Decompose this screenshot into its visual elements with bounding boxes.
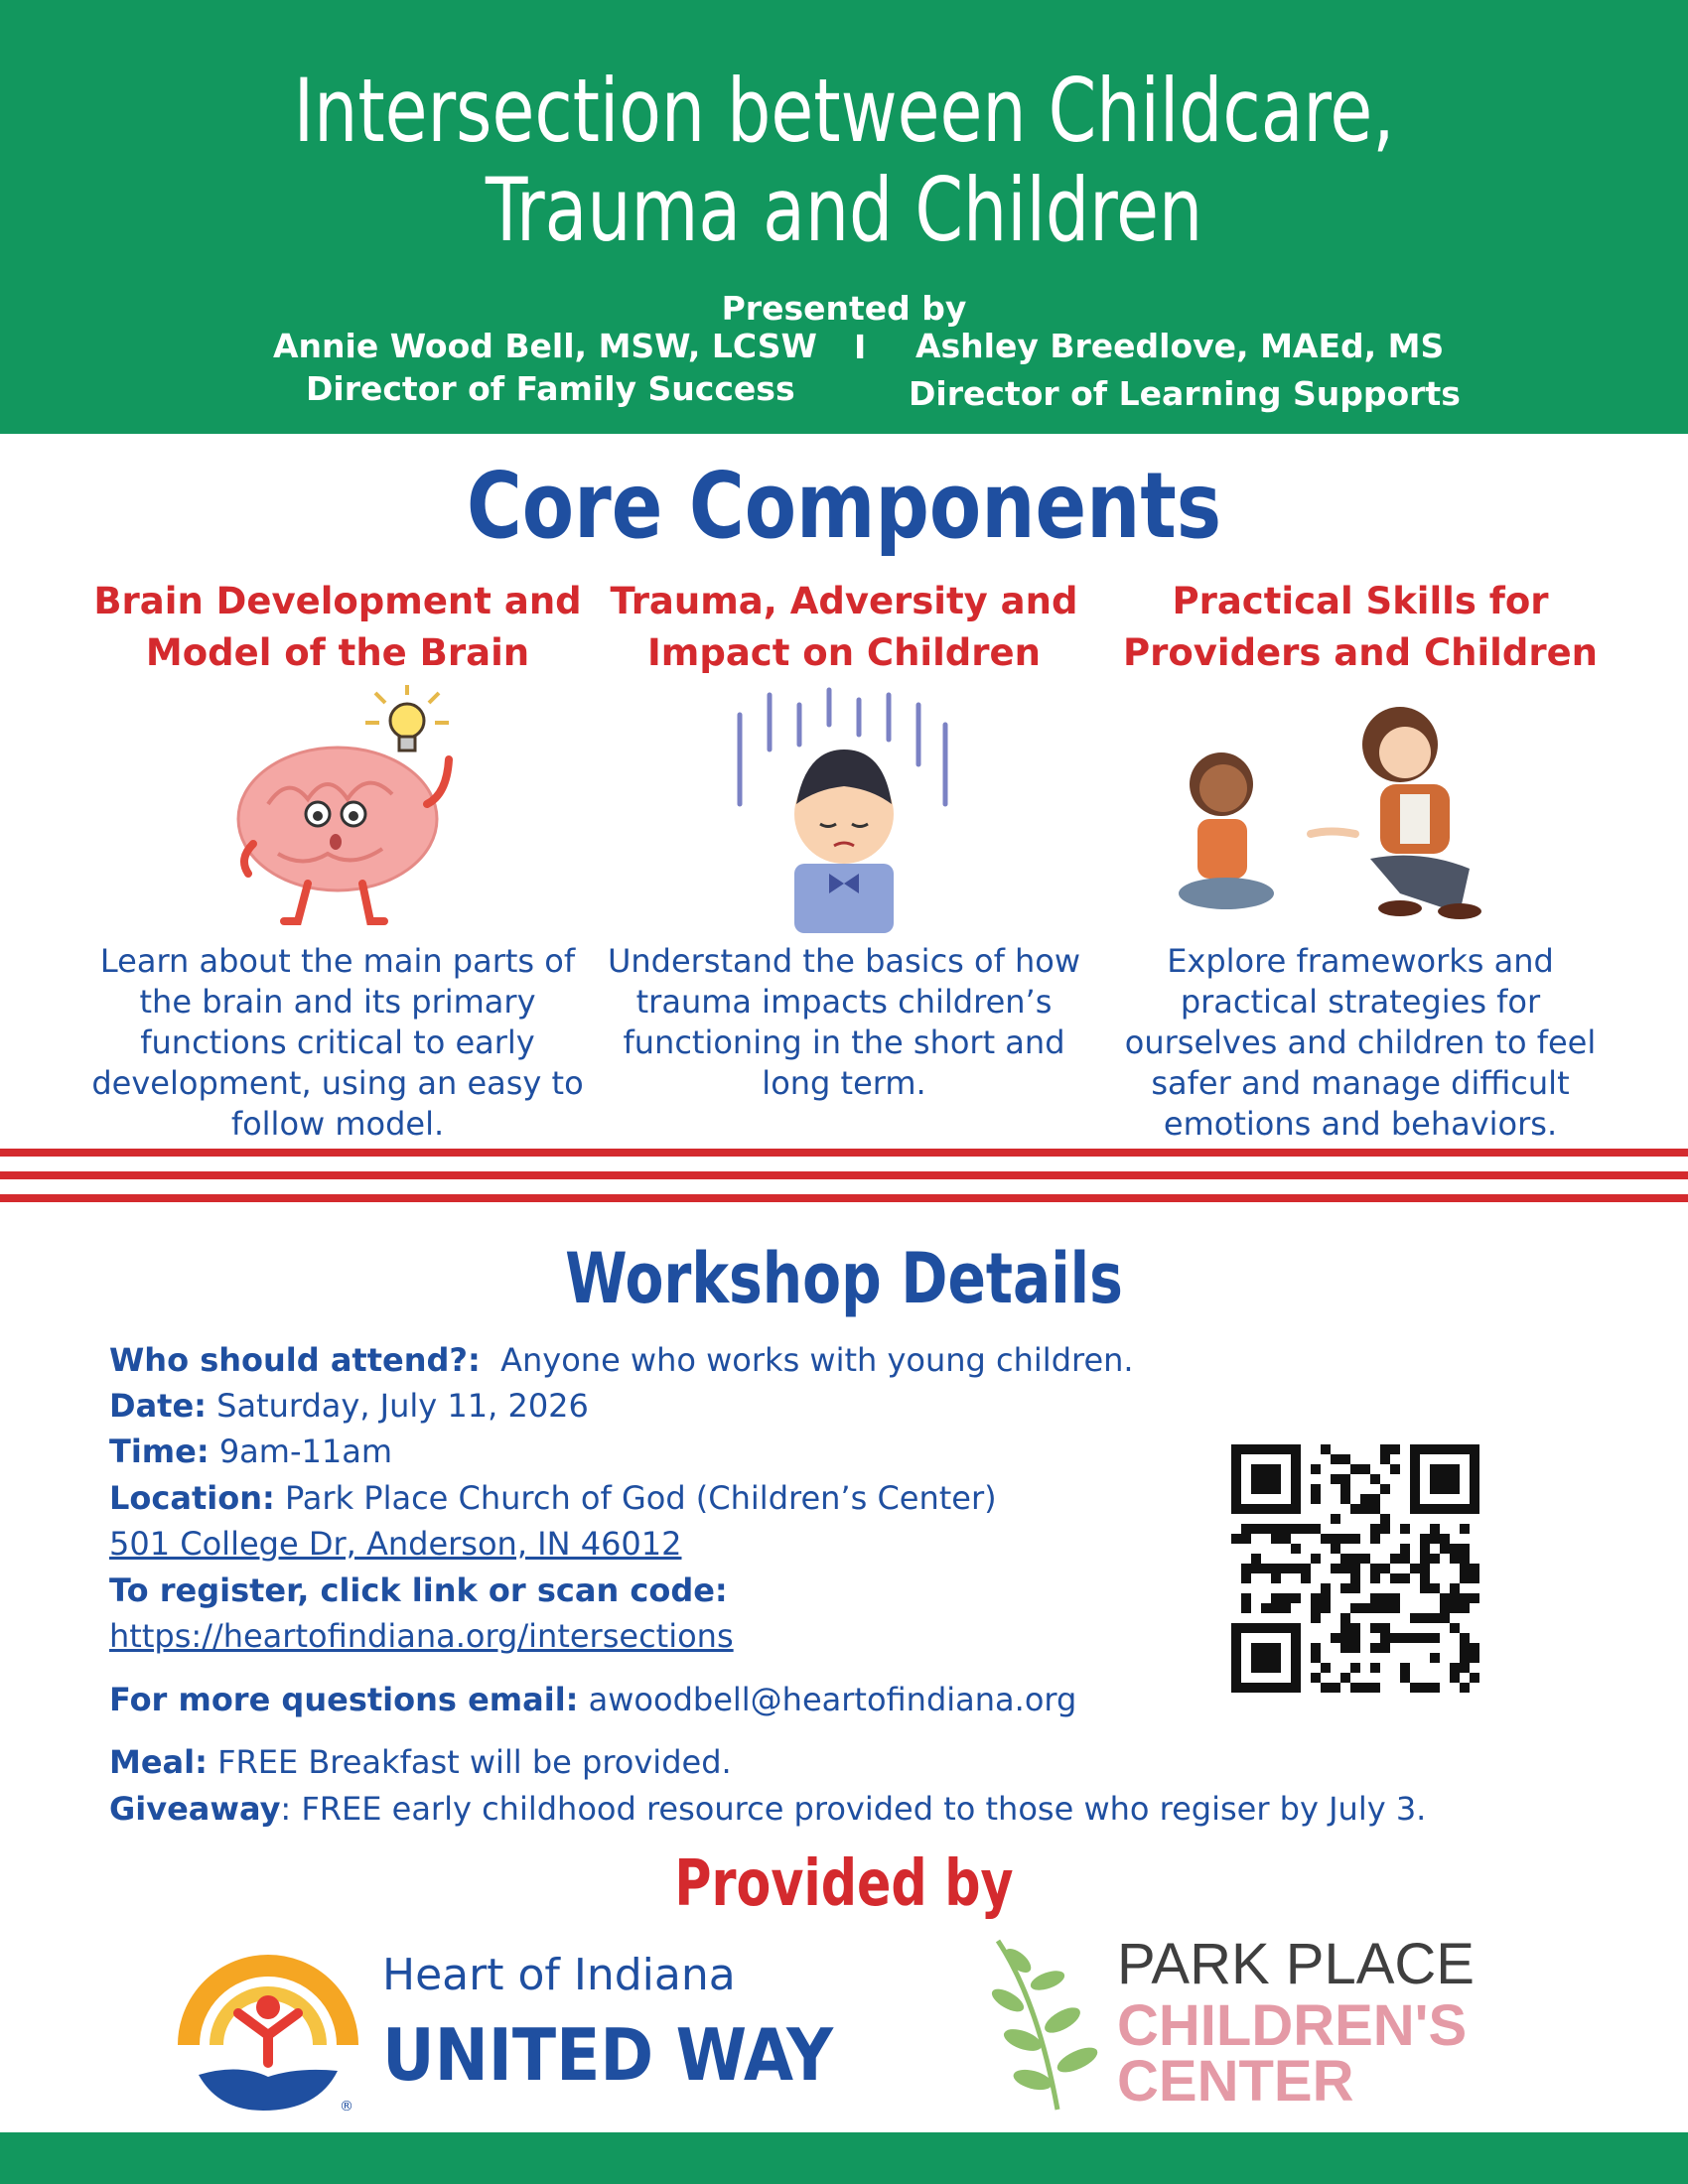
component-heading: Brain Development and Model of the Brain <box>93 580 582 674</box>
workshop-details-heading: Workshop Details <box>565 1238 1123 1319</box>
registered-mark: ® <box>340 2099 353 2115</box>
qr-code-icon[interactable] <box>1231 1444 1479 1693</box>
brain-lightbulb-icon <box>79 685 596 933</box>
presented-by: Presented by <box>721 289 967 328</box>
sad-child-icon <box>586 685 1102 933</box>
footer-bar <box>0 2132 1688 2184</box>
email-link[interactable]: awoodbell@heartofindiana.org <box>588 1681 1077 1718</box>
park-place-logo <box>978 1921 1534 2119</box>
giveaway-row: Giveaway: FREE early childhood resource provided to those who regiser by July 3. <box>109 1790 1427 1828</box>
component-practical-skills <box>1102 576 1618 1145</box>
divider-stripe <box>0 1194 1688 1202</box>
component-description: Explore frameworks and practical strategies for ourselves and children to feel safer and manage difficult emotions and behaviors. <box>1124 942 1597 1143</box>
component-description: Understand the basics of how trauma impacts children’s functioning in the short and long term. <box>607 942 1081 1102</box>
united-way-logo <box>169 1926 834 2124</box>
park-place-line2: CHILDREN'S <box>1117 1993 1468 2058</box>
register-label: To register, click link or scan code: <box>109 1571 728 1609</box>
leaf-branch-icon <box>978 1921 1117 2119</box>
component-brain <box>79 576 596 1145</box>
email-row: For more questions email: awoodbell@heartofindiana.org <box>109 1681 1077 1718</box>
united-way-name-line2: UNITED WAY <box>382 2013 834 2097</box>
divider-stripe <box>0 1171 1688 1179</box>
park-place-line1: PARK PLACE <box>1117 1932 1475 1996</box>
component-heading: Trauma, Adversity and Impact on Children <box>610 580 1078 674</box>
meal-row: Meal: FREE Breakfast will be provided. <box>109 1743 732 1781</box>
who-should-attend: Who should attend?: Anyone who works with young children. <box>109 1341 1134 1379</box>
register-link[interactable]: https://heartofindiana.org/intersections <box>109 1617 734 1655</box>
presenter-separator: I <box>854 328 867 366</box>
divider-stripe <box>0 1149 1688 1157</box>
united-way-hand-icon <box>169 1926 367 2124</box>
presenter-2-name: Ashley Breedlove, MAEd, MS <box>915 327 1445 365</box>
location-row: Location: Park Place Church of God (Children’s Center) <box>109 1479 997 1517</box>
component-trauma <box>586 576 1102 1104</box>
time-row: Time: 9am-11am <box>109 1433 392 1470</box>
united-way-name-line1: Heart of Indiana <box>382 1950 736 2000</box>
page-title <box>101 62 1587 260</box>
component-description: Learn about the main parts of the brain and its primary functions critical to early development, using an easy to follow model. <box>91 942 584 1143</box>
core-components-heading: Core Components <box>466 453 1222 559</box>
presenter-2-role: Director of Learning Supports <box>909 374 1461 413</box>
address-link[interactable]: 501 College Dr, Anderson, IN 46012 <box>109 1525 682 1563</box>
title-line-2: Trauma and Children <box>485 159 1203 261</box>
park-place-line3: CENTER <box>1117 2049 1354 2114</box>
title-line-1: Intersection between Childcare, <box>293 60 1395 162</box>
header-banner <box>0 0 1688 434</box>
date-row: Date: Saturday, July 11, 2026 <box>109 1387 589 1425</box>
adult-talking-with-child-icon <box>1102 685 1618 933</box>
presenter-1-role: Director of Family Success <box>306 369 795 408</box>
presenter-1-name: Annie Wood Bell, MSW, LCSW <box>273 327 817 365</box>
provided-by-heading: Provided by <box>674 1847 1014 1921</box>
component-heading: Practical Skills for Providers and Children <box>1122 580 1599 674</box>
